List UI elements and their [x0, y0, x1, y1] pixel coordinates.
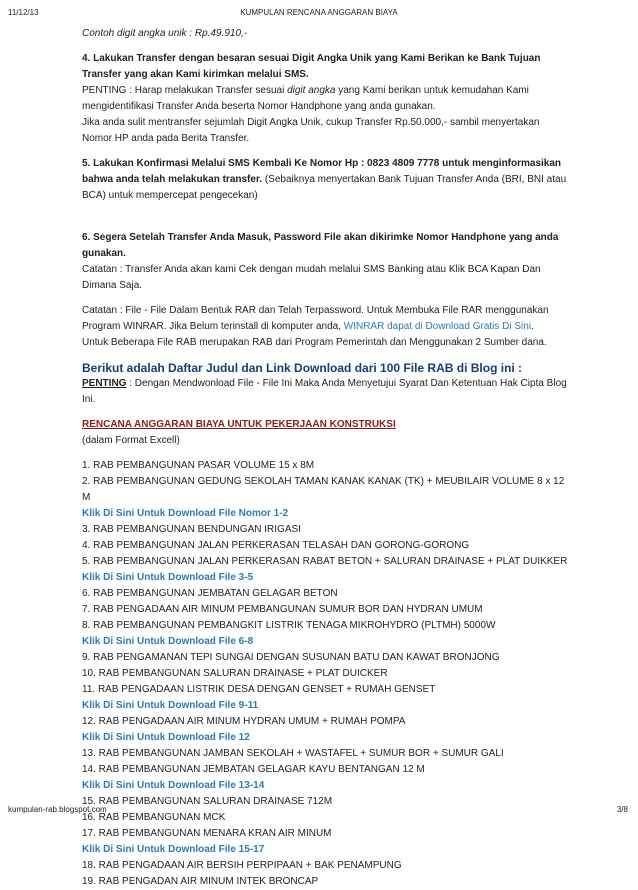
step-6-heading: 6. Segera Setelah Transfer Anda Masuk, Password File akan dikirimke Nomor Handphone yang anda gunakan.	[82, 232, 559, 259]
list-heading: Berikut adalah Daftar Judul dan Link Download dari 100 File RAB di Blog ini :	[82, 361, 523, 375]
list-item: 10. RAB PEMBANGUNAN SALURAN DRAINASE + PLAT DUICKER	[82, 668, 388, 679]
rab-file-list	[82, 458, 572, 890]
list-item: 15. RAB PEMBANGUNAN SALURAN DRAINASE 712M	[82, 796, 333, 807]
step-5-heading: 5. Lakukan Konfirmasi Melalui SMS Kembali Ke Nomor Hp : 0823 4809 7778 untuk menginformasikan bahwa anda telah melakukan transfer.	[82, 158, 562, 185]
article-body	[82, 26, 572, 890]
print-title: KUMPULAN RENCANA ANGGARAN BIAYA	[240, 8, 398, 17]
winrar-download-link[interactable]: WINRAR dapat di Download Gratis Di Sini	[343, 321, 532, 332]
list-item: 18. RAB PENGADAAN AIR BERSIH PERPIPAAN + BAK PENAMPUNG	[82, 860, 402, 871]
page-number: 3/8	[616, 805, 628, 814]
list-item: 4. RAB PEMBANGUNAN JALAN PERKERASAN TELASAH DAN GORONG-GORONG	[82, 540, 470, 551]
list-item: 1. RAB PEMBANGUNAN PASAR VOLUME 15 x 8M	[82, 460, 315, 471]
step-6-note: Catatan : Transfer Anda akan kami Cek dengan mudah melalui SMS Banking atau Klik BCA Kapan Dan Dimana Saja.	[82, 264, 541, 291]
section-title: RENCANA ANGGARAN BIAYA UNTUK PEKERJAAN KONSTRUKSI	[82, 419, 396, 430]
download-link[interactable]: Klik Di Sini Untuk Download File Nomor 1-2	[82, 508, 289, 519]
list-item: 16. RAB PEMBANGUNAN MCK	[82, 812, 226, 823]
list-item: 2. RAB PEMBANGUNAN GEDUNG SEKOLAH TAMAN KANAK KANAK (TK) + MEUBILAIR VOLUME 8 x 12 M	[82, 476, 565, 503]
catatan-note-2: Untuk Beberapa File RAB merupakan RAB dari Program Pemerintah dan Menggunakan 2 Sumber dana.	[82, 337, 547, 348]
section-subtitle: (dalam Format Excell)	[82, 435, 180, 446]
download-link[interactable]: Klik Di Sini Untuk Download File 13-14	[82, 780, 265, 791]
list-item: 5. RAB PEMBANGUNAN JALAN PERKERASAN RABAT BETON + SALURAN DRAINASE + PLAT DUIKKER	[82, 556, 568, 567]
catatan-note: Catatan : File - File Dalam Bentuk RAR dan Telah Terpassword. Untuk Membuka File RAR menggunakan Program WINRAR. Jika Belum terinstall di komputer anda, WINRAR dapat di Download Gratis Di Sini.	[82, 305, 549, 332]
download-link[interactable]: Klik Di Sini Untuk Download File 12	[82, 732, 250, 743]
download-link[interactable]: Klik Di Sini Untuk Download File 6-8	[82, 636, 254, 647]
step-4-note-2: Jika anda sulit mentransfer sejumlah Digit Angka Unik, cukup Transfer Rp.50.000,- sambil menyertakan Nomor HP anda pada Berita Transfer.	[82, 117, 540, 144]
list-item: 9. RAB PENGAMANAN TEPI SUNGAI DENGAN SUSUNAN BATU DAN KAWAT BRONJONG	[82, 652, 500, 663]
list-item: 11. RAB PENGADAAN LISTRIK DESA DENGAN GENSET + RUMAH GENSET	[82, 684, 436, 695]
step-4-note: PENTING : Harap melakukan Transfer sesuai digit angka yang Kami berikan untuk kemudahan Kami mengidentifikasi Transfer Anda beserta Nomor Handphone yang anda gunakan.	[82, 85, 529, 112]
list-item: 17. RAB PEMBANGUNAN MENARA KRAN AIR MINUM	[82, 828, 332, 839]
print-date: 11/12/13	[8, 8, 39, 17]
penting-note: PENTING : Dengan Mendwonload File - File Ini Maka Anda Menyetujui Syarat Dan Ketentuan Hak Cipta Blog Ini.	[82, 378, 567, 405]
step-4-heading: 4. Lakukan Transfer dengan besaran sesuai Digit Angka Unik yang Kami Berikan ke Bank Tujuan Transfer yang akan Kami kirimkan melalui SMS.	[82, 53, 541, 80]
step-5	[82, 156, 572, 204]
example-text: Contoh digit angka unik : Rp.49.910,-	[82, 28, 248, 39]
list-item: 19. RAB PENGADAN AIR MINUM INTEK BRONCAP	[82, 876, 319, 887]
download-link[interactable]: Klik Di Sini Untuk Download File 3-5	[82, 572, 254, 583]
list-item: 7. RAB PENGADAAN AIR MINUM PEMBANGUNAN SUMUR BOR DAN HYDRAN UMUM	[82, 604, 483, 615]
list-item: 12. RAB PENGADAAN AIR MINUM HYDRAN UMUM + RUMAH POMPA	[82, 716, 406, 727]
download-link[interactable]: Klik Di Sini Untuk Download File 9-11	[82, 700, 259, 711]
download-link[interactable]: Klik Di Sini Untuk Download File 15-17	[82, 844, 265, 855]
list-item: 8. RAB PEMBANGUNAN PEMBANGKIT LISTRIK TENAGA MIKROHYDRO (PLTMH) 5000W	[82, 620, 496, 631]
list-item: 3. RAB PEMBANGUNAN BENDUNGAN IRIGASI	[82, 524, 301, 535]
step-5-note: (Sebaiknya menyertakan Bank Tujuan Transfer Anda (BRI, BNI atau BCA) untuk mempercepat pengecekan)	[82, 174, 567, 201]
list-item: 14. RAB PEMBANGUNAN JEMBATAN GELAGAR KAYU BENTANGAN 12 M	[82, 764, 425, 775]
list-item: 13. RAB PEMBANGUNAN JAMBAN SEKOLAH + WASTAFEL + SUMUR BOR + SUMUR GALI	[82, 748, 504, 759]
list-item: 6. RAB PEMBANGUNAN JEMBATAN GELAGAR BETON	[82, 588, 338, 599]
footer-url: kumpulan-rab.blogspot.com	[8, 805, 107, 814]
penting-label: PENTING	[82, 378, 127, 389]
